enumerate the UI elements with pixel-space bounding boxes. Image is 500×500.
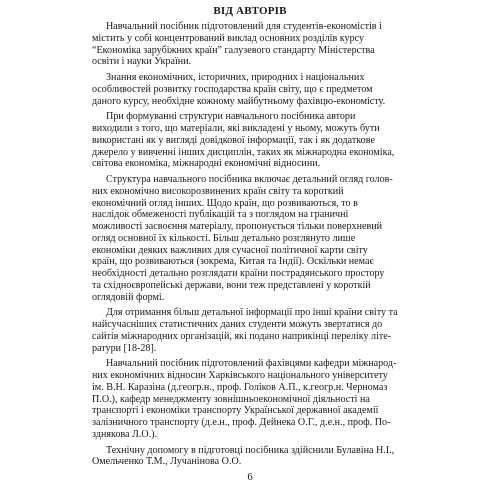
text-line: можливості засвоєння матеріалу, пропонується тільки поверхневий bbox=[92, 221, 383, 232]
text-line: огляд основної їх кількості. Більш детально розглянуто лише bbox=[92, 232, 356, 244]
text-line: даного курсу, необхідне кожному майбутньому фахівцю-економісту. bbox=[92, 95, 386, 107]
text-line: Навчальний посібник підготовлений фахівцями кафедри міжнарод- bbox=[106, 358, 397, 370]
text-line: Омельченко Т.М., Лучанінова О.О. bbox=[92, 456, 242, 468]
text-line: ім. В.Н. Каразіна (д.геогр.н., проф. Голіков А.П., к.геогр.н. Чернома́з bbox=[92, 381, 388, 393]
text-line: використані як у вигляді довідкової інформації, так і як додаткове bbox=[92, 134, 375, 146]
page-number: 6 bbox=[247, 472, 253, 483]
text-line: країн, що розвиваються (зокрема, Китая та Індії). Оскільки немає bbox=[92, 256, 374, 268]
text-line: П.О.), кафедр менеджменту зовнішньоекономічної діяльності на bbox=[92, 393, 370, 405]
text-line: освіти і науки України. bbox=[92, 56, 192, 68]
text-line: “Економіка зарубіжних країн” галузевого стандарту Міністерства bbox=[92, 44, 375, 56]
text-line: оглядовій формі. bbox=[92, 291, 165, 303]
text-line: них економічно високорозвинених країн світу та короткий bbox=[92, 185, 344, 197]
text-line: джерело у вивченні інших дисциплін, таких як міжнародна економіка, bbox=[92, 146, 395, 158]
text-line: економіки деяких важливих для сучасної політичної карти світу bbox=[92, 244, 368, 256]
text-line: Для отримання більш детальної інформації про інші країни світу та bbox=[106, 307, 398, 319]
text-line: та східноєвропейські держави, вони теж представлені у короткій bbox=[92, 279, 371, 291]
text-line: Навчальний посібник підготовлений для студентів-економістів і bbox=[106, 21, 382, 32]
page-title: ВІД АВТОРІВ bbox=[213, 5, 287, 17]
text-line: При формуванні структури навчального посібника автори bbox=[106, 111, 356, 123]
text-line: необхідності детально розглядати країни пострадянського простору bbox=[92, 268, 385, 279]
text-line: них економічних відносин Харківського національного університету bbox=[92, 370, 388, 381]
text-line: ратури [18-28]. bbox=[92, 342, 157, 354]
text-line: Структура навчального посібника включає детальний огляд голов- bbox=[106, 174, 393, 185]
text-line: особливостей розвитку господарства країн світу, що є предметом bbox=[92, 83, 373, 95]
text-line: найсучасніших статистичних даних студенти можуть звертатися до bbox=[92, 319, 383, 330]
text-line: Технічну допомогу в підготовці посібника здійснили Булавіна Н.І., bbox=[106, 444, 395, 456]
text-line: залізничного транспорту (д.е.н., проф. Дейнека О.Г., д.е.н., проф. По- bbox=[92, 417, 391, 428]
text-line: містить у собі концентрований виклад основних розділів курсу bbox=[92, 32, 365, 44]
text-line: транспорті і економіки транспорту Української державної академії bbox=[92, 405, 379, 417]
text-line: зднякова Л.О.). bbox=[92, 428, 158, 440]
text-line: економічний огляд інших. Щодо країн, що розвиваються, то в bbox=[92, 197, 358, 209]
text-line: виходили з того, що матеріали, які викладені у ньому, можуть бути bbox=[92, 123, 380, 134]
text-line: наслідок обмеженості публікацій та з поглядом на граничні bbox=[92, 209, 349, 221]
text-line: сайтів міжнародних організацій, які подано наприкінці переліку літе- bbox=[92, 330, 392, 342]
text-line: світова економіка, міжнародні економічні відносини. bbox=[92, 158, 321, 170]
text-line: Знання економічних, історичних, природних і національних bbox=[106, 72, 365, 83]
